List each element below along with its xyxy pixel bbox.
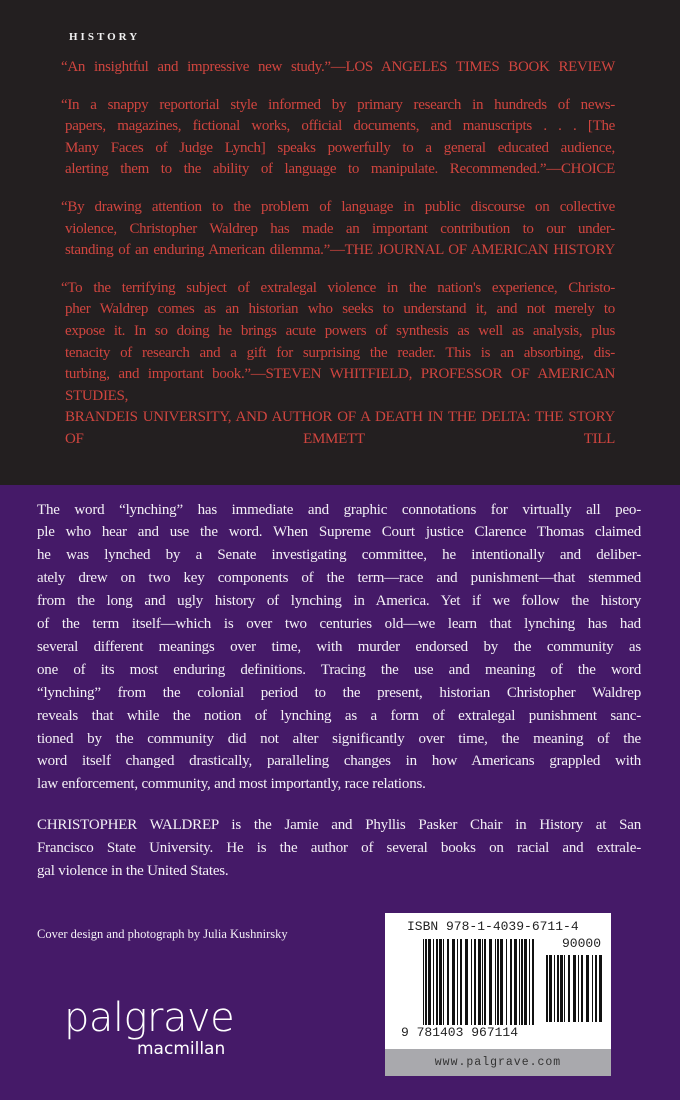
barcode-bar (478, 939, 481, 1025)
category-label: HISTORY (69, 31, 615, 43)
quote-line: violence, Christopher Waldrep has made an important contribution to our under- (65, 219, 615, 241)
barcode-bar (592, 955, 593, 1022)
barcode-bar (471, 939, 472, 1025)
quote-line: “An insightful and impressive new study.”—LOS ANGELES TIMES BOOK REVIEW (61, 57, 615, 79)
barcode-bar (599, 955, 602, 1022)
isbn-text: ISBN 978-1-4039-6711-4 (407, 919, 579, 934)
barcode-bar (581, 955, 583, 1022)
barcode-bar (497, 939, 499, 1025)
barcode-bar (447, 939, 449, 1025)
barcode-bar (532, 939, 534, 1025)
barcode-bar (428, 939, 431, 1025)
quote-line: tenacity of research and a gift for surprising the reader. This is an absorbing, dis- (65, 343, 615, 365)
review-quote-la-times (65, 57, 615, 79)
publisher-url: www.palgrave.com (385, 1049, 611, 1076)
barcode-bar (578, 955, 579, 1022)
quote-line: “To the terrifying subject of extralegal violence in the nation's experience, Christo- (61, 278, 615, 300)
barcode-bar (568, 955, 570, 1022)
bio-line: gal violence in the United States. (37, 860, 641, 883)
description-line: one of its most enduring definitions. Tracing the use and meaning of the word (37, 659, 641, 682)
barcode-bar (452, 939, 455, 1025)
logo-wordmark: palgrave (64, 998, 288, 1038)
description-line: he was lynched by a Senate investigating committee, he intentionally and deliber- (37, 544, 641, 567)
barcode-bars (423, 939, 536, 1025)
price-addon: 90000 (562, 936, 601, 951)
barcode-bar (482, 939, 483, 1025)
cover-credit: Cover design and photograph by Julia Kushnirsky (37, 927, 288, 942)
ean-number: 9 781403 967114 (401, 1025, 518, 1040)
barcode-bar (529, 939, 530, 1025)
description-line: “lynching” from the colonial period to the present, historian Christopher Waldrep (37, 682, 641, 705)
barcode-bar (436, 939, 438, 1025)
footer-left (37, 913, 288, 1062)
description-line: tioned by the community did not alter significantly over time, the meaning of the (37, 728, 641, 751)
addon-barcode-bars (546, 955, 602, 1022)
barcode-bar (573, 955, 576, 1022)
barcode-bar (524, 939, 527, 1025)
publisher-logo (64, 998, 288, 1062)
description-line: law enforcement, community, and most importantly, race relations. (37, 773, 641, 796)
quote-line: “In a snappy reportorial style informed by primary research in hundreds of news- (61, 95, 615, 117)
barcode-bar (595, 955, 597, 1022)
barcode-bar (433, 939, 434, 1025)
review-quote-whitfield (65, 278, 615, 451)
barcode-bar (500, 939, 503, 1025)
barcode-bar (460, 939, 462, 1025)
barcode-bar (474, 939, 476, 1025)
barcode-bar (495, 939, 496, 1025)
review-quote-choice (65, 95, 615, 181)
barcode-bar (560, 955, 563, 1022)
quote-line: Many Faces of Judge Lynch] speaks powerfully to a general educated audience, (65, 138, 615, 160)
quote-line: alerting them to the ability of language to manipulate. Recommended.”—CHOICE (65, 159, 615, 181)
description-line: of the term itself—which is over two centuries old—we learn that lynching has had (37, 613, 641, 636)
barcode-bar (457, 939, 458, 1025)
book-description (37, 499, 641, 797)
barcode-bar (554, 955, 555, 1022)
barcode-bar (489, 939, 492, 1025)
barcode-bar (506, 939, 507, 1025)
description-line: ple who hear and use the word. When Supreme Court justice Clarence Thomas claimed (37, 521, 641, 544)
footer-row (37, 913, 641, 1076)
review-quote-jah (65, 197, 615, 262)
quote-line: expose it. In so doing he brings acute powers of synthesis as well as analysis, plus (65, 321, 615, 343)
barcode-bar (423, 939, 424, 1025)
description-line: from the long and ugly history of lynching in America. Yet if we follow the history (37, 590, 641, 613)
barcode-bar (514, 939, 517, 1025)
barcode-bar (443, 939, 444, 1025)
quote-line: “By drawing attention to the problem of language in public discourse on collective (61, 197, 615, 219)
quote-line: papers, magazines, fictional works, official documents, and manuscripts . . . [The (65, 116, 615, 138)
description-line: ately drew on two key components of the term—race and punishment—that stemmed (37, 567, 641, 590)
bio-line: Francisco State University. He is the author of several books on racial and extrale- (37, 837, 641, 860)
barcode-bar (557, 955, 559, 1022)
description-line: word itself changed drastically, paralleling changes in how Americans grappled with (37, 750, 641, 773)
barcode-bar (510, 939, 512, 1025)
quote-line: BRANDEIS UNIVERSITY, AND AUTHOR OF A DEATH IN THE DELTA: THE STORY OF EMMETT TILL (65, 407, 615, 450)
barcode-bar (425, 939, 427, 1025)
barcode-bar (586, 955, 589, 1022)
quote-line: standing of an enduring American dilemma.”—THE JOURNAL OF AMERICAN HISTORY (65, 240, 615, 262)
barcode-box (385, 913, 611, 1076)
reviews-section (0, 0, 680, 485)
description-line: reveals that while the notion of lynching as a form of extralegal punishment sanc- (37, 705, 641, 728)
barcode-bar (521, 939, 523, 1025)
barcode-bar (484, 939, 486, 1025)
description-section (0, 485, 680, 1100)
barcode-bar (439, 939, 442, 1025)
description-line: several different meanings over time, with murder endorsed by the community as (37, 636, 641, 659)
quote-line: pher Waldrep comes as an historian who seeks to understand it, and not merely to (65, 299, 615, 321)
description-line: The word “lynching” has immediate and graphic connotations for virtually all peo- (37, 499, 641, 522)
barcode-bar (564, 955, 565, 1022)
barcode-bar (546, 955, 548, 1022)
barcode-bar (465, 939, 468, 1025)
author-bio (37, 814, 641, 883)
barcode-bar (519, 939, 520, 1025)
bio-line: CHRISTOPHER WALDREP is the Jamie and Phyllis Pasker Chair in History at San (37, 814, 641, 837)
logo-imprint: macmillan (137, 1040, 225, 1058)
quote-line: turbing, and important book.”—STEVEN WHITFIELD, PROFESSOR OF AMERICAN STUDIES, (65, 364, 615, 407)
barcode-bar (549, 955, 552, 1022)
